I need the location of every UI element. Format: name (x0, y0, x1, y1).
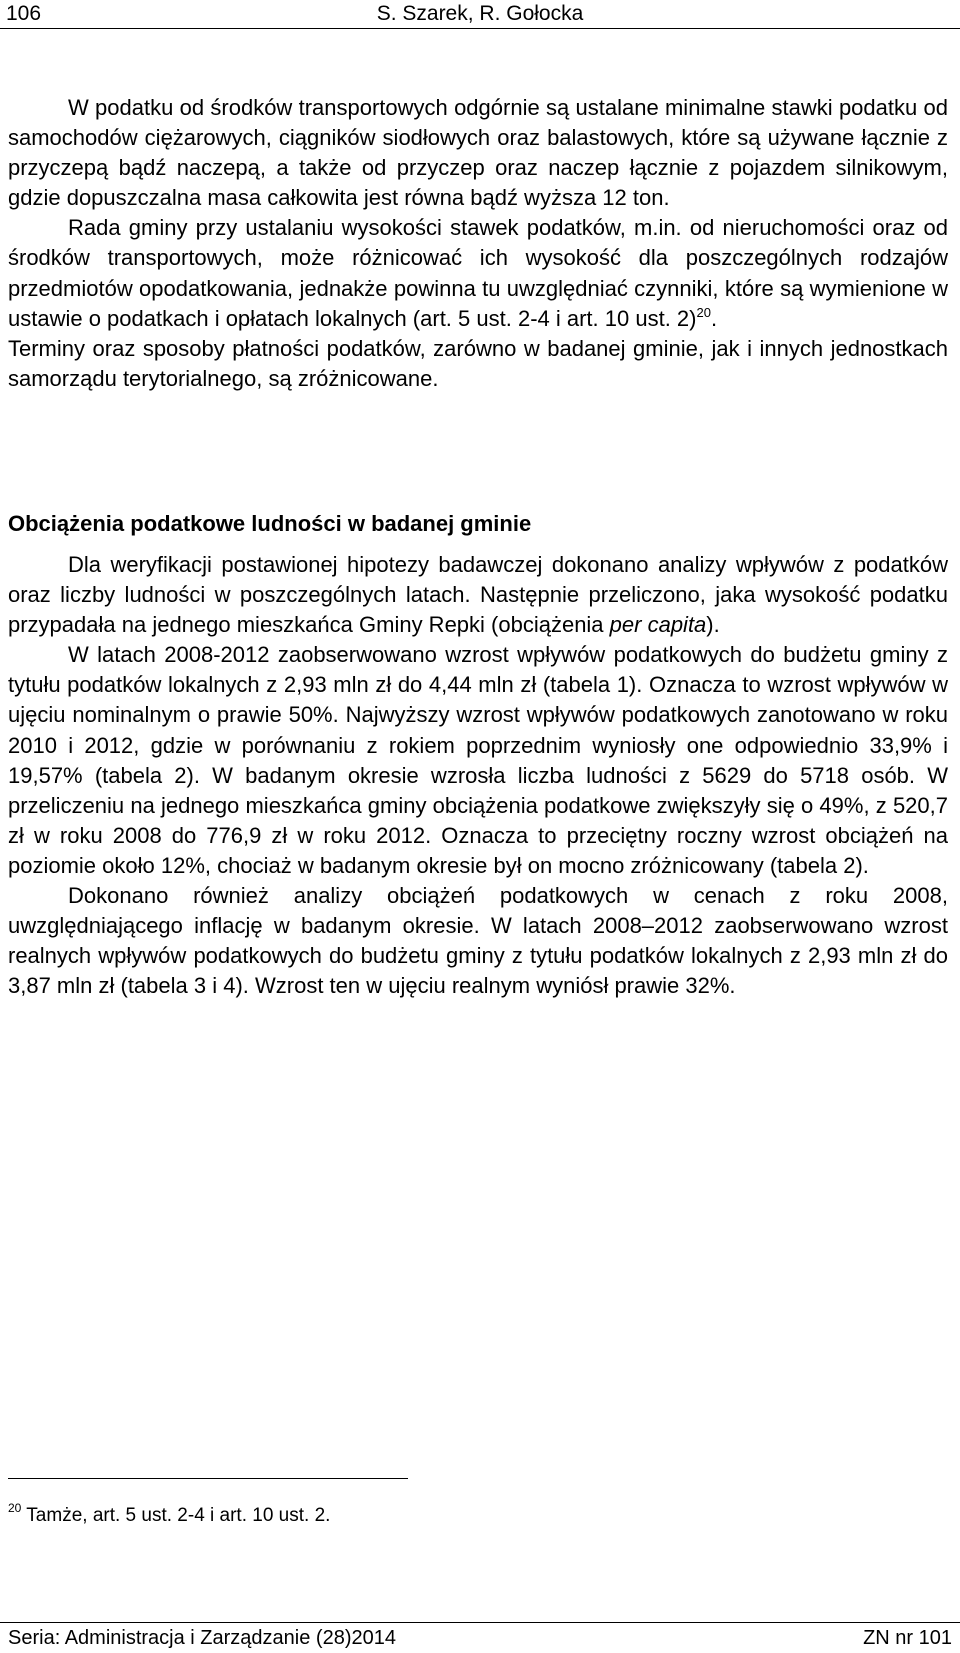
paragraph: Terminy oraz sposoby płatności podatków, zarówno w badanej gminie, jak i innych jednostkach samorządu terytorialnego, są zróżnicowane. (8, 335, 948, 391)
paragraph: Dokonano również analizy obciążeń podatkowych w cenach z roku 2008, uwzględniającego inflację w badanym okresie. W latach 2008–2012 zaobserwowano wzrost realnych wpływów podatkowych do budżetu gminy z tytułu podatków lokalnych z 2,93 mln zł do 3,87 mln zł (tabela 3 i 4). Wzrost ten w ujęciu realnym wyniósł prawie 32%. (8, 883, 948, 999)
section-2-text (8, 550, 948, 1001)
running-header (0, 0, 960, 29)
footnote-divider (8, 1478, 408, 1479)
footnote-reference: 20 (696, 304, 711, 320)
paragraph: W podatku od środków transportowych odgórnie są ustalane minimalne stawki podatku od samochodów ciężarowych, ciągników siodłowych oraz balastowych, które są używane łącznie z przyczepą bądź naczepą, a także od przyczep oraz naczep łącznie z pojazdem silnikowym, gdzie dopuszczalna masa całkowita jest równa bądź wyższa 12 ton. (8, 95, 948, 211)
footnote-text: Tamże, art. 5 ust. 2-4 i art. 10 ust. 2. (26, 1505, 331, 1526)
paragraph (8, 550, 948, 640)
section-1-text (8, 93, 948, 394)
running-header-authors: S. Szarek, R. Gołocka (376, 2, 584, 25)
issue-number: ZN nr 101 (863, 1627, 952, 1649)
paragraph-end: . (710, 305, 718, 331)
journal-name: Seria: Administracja i Zarządzanie (28)2014 (8, 1627, 396, 1649)
section-heading: Obciążenia podatkowe ludności w badanej gminie (8, 511, 532, 536)
paragraph-text: Rada gminy przy ustalaniu wysokości stawek podatków, m.in. od nieruchomości oraz od środków transportowych, może różnicować ich wysokość dla poszczególnych rodzajów przedmiotów opodatkowania, jednakże powinna tu uwzględniać czynniki, które są wymienione w ustawie o podatkach i opłatach lokalnych (art. 5 ust. 2-4 i art. 10 ust. 2) (8, 215, 948, 331)
paragraph-end: ). (706, 612, 720, 638)
page-number: 106 (6, 2, 42, 25)
running-footer (0, 1622, 960, 1653)
paragraph: W latach 2008-2012 zaobserwowano wzrost wpływów podatkowych do budżetu gminy z tytułu podatków lokalnych z 2,93 mln zł do 4,44 mln zł (tabela 1). Oznacza to wzrost wpływów w ujęciu nominalnym o prawie 50%. Najwyższy wzrost wpływów podatkowych zanotowano w roku 2010 i 2012, gdzie w porównaniu z rokiem poprzednim wyniosły one odpowiednio 33,9% i 19,57% (tabela 2). W badanym okresie wzrosła liczba ludności z 5629 do 5718 osób. W przeliczeniu na jednego mieszkańca gminy obciążenia podatkowe zwiększyły się o 49%, z 520,7 zł w roku 2008 do 776,9 zł w roku 2012. Oznacza to przeciętny roczny wzrost obciążeń na poziomie około 12%, chociaż w badanym okresie był on mocno zróżnicowany (tabela 2). (8, 642, 948, 878)
italic-term: per capita (609, 612, 707, 638)
paragraph (8, 213, 948, 333)
footnote-number: 20 (8, 1501, 22, 1515)
footnote (8, 1501, 331, 1527)
paragraph-text: Dla weryfikacji postawionej hipotezy badawczej dokonano analizy wpływów z podatków oraz liczby ludności w poszczególnych latach. Następnie przeliczono, jaka wysokość podatku przypadała na jednego mieszkańca Gminy Repki (obciążenia (8, 552, 948, 638)
